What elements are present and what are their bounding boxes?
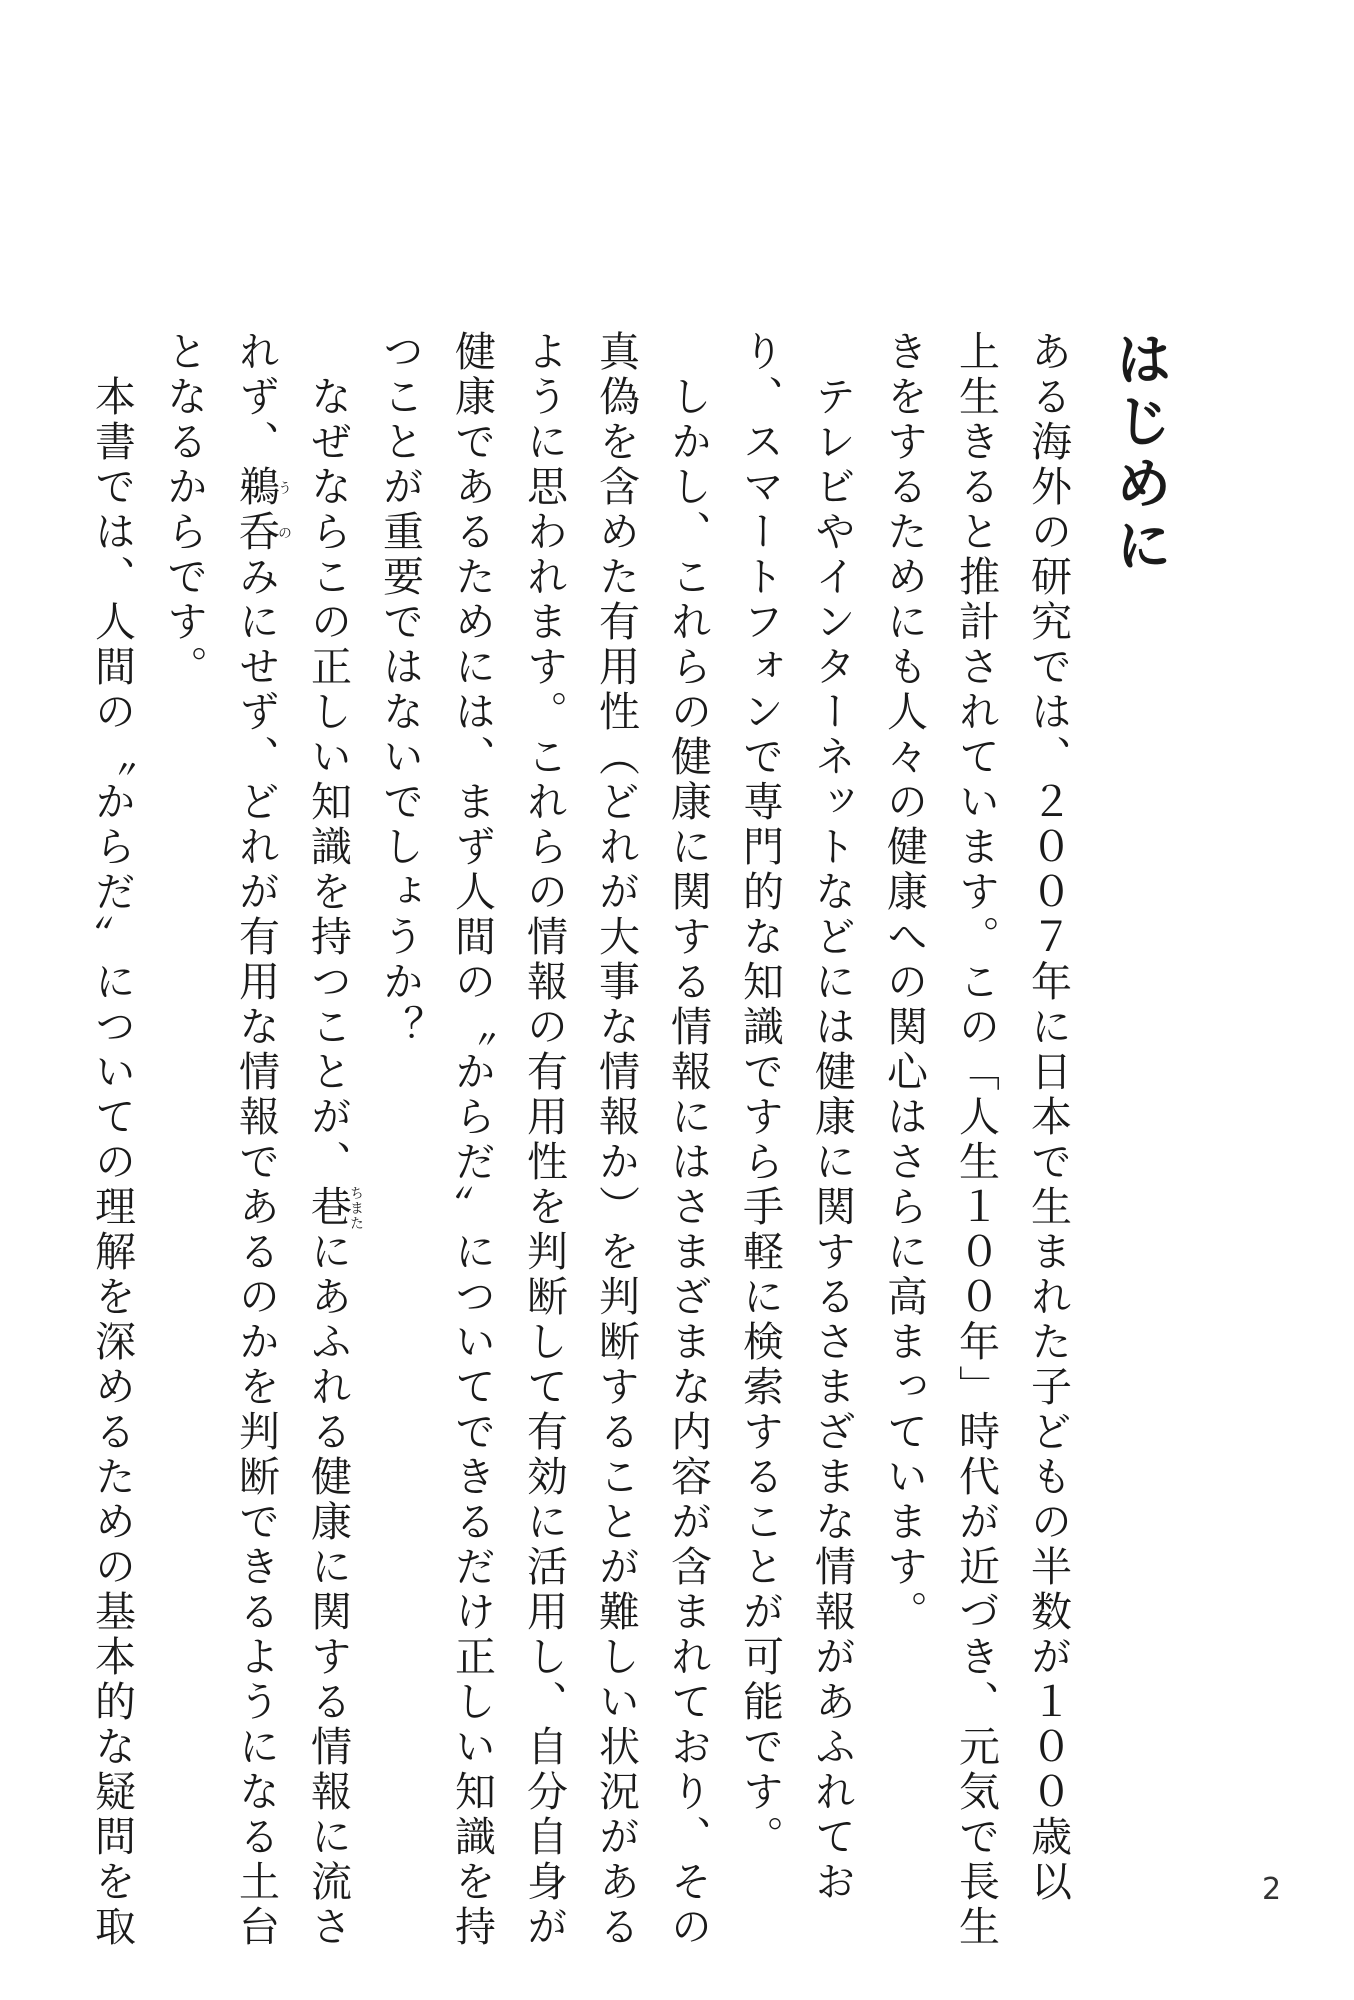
text-line-11-after: にあふれる健康に関する情報に流さ: [304, 1230, 352, 1950]
ruby-chimata: [304, 1185, 364, 1230]
text-line-11-before: なぜならこの正しい知識を持つことが、: [304, 330, 352, 1185]
text-line-9: 健康であるためには、まず人間の〝からだ〟についてできるだけ正しい知識を持: [448, 330, 496, 1950]
text-line-11: [292, 330, 364, 1950]
text-line-8: ように思われます。これらの情報の有用性を判断して有効に活用し、自分自身が: [520, 330, 568, 1950]
ruby-base-chimata: 巷: [304, 1185, 352, 1230]
text-line-10: つことが重要ではないでしょうか？: [376, 330, 424, 1050]
text-line-13: となるからです。: [160, 330, 208, 690]
text-line-12-after: みにせず、どれが有用な情報であるのかを判断できるようになる土台: [232, 555, 280, 1950]
text-line-6: しかし、これらの健康に関する情報にはさまざまな内容が含まれており、その: [664, 330, 712, 1950]
text-line-12-before: れず、: [232, 330, 280, 465]
text-line-5: り、スマートフォンで専門的な知識ですら手軽に検索することが可能です。: [736, 330, 784, 1860]
ruby-no: [232, 510, 292, 555]
ruby-text-no: の: [276, 510, 292, 555]
text-line-14: 本書では、人間の〝からだ〟についての理解を深めるための基本的な疑問を取: [88, 330, 136, 1950]
text-line-2: 上生きると推計されています。この「人生１００年」時代が近づき、元気で長生: [952, 330, 1000, 1950]
ruby-u: [232, 465, 292, 510]
text-line-4: テレビやインターネットなどには健康に関するさまざまな情報があふれてお: [808, 330, 856, 1905]
text-line-12: [220, 330, 292, 1950]
ruby-text-u: う: [276, 465, 292, 510]
ruby-base-no: 呑: [232, 510, 280, 555]
chapter-heading: はじめに: [1107, 330, 1172, 578]
ruby-text-chimata: ちまた: [348, 1185, 364, 1230]
text-line-7: 真偽を含めた有用性（どれが大事な情報か）を判断することが難しい状況がある: [592, 330, 640, 1950]
page-number: 2: [1262, 1872, 1282, 1907]
vertical-text-block: [76, 330, 1194, 1950]
text-line-1: ある海外の研究では、２００７年に日本で生まれた子どもの半数が１００歳以: [1024, 330, 1072, 1905]
text-line-3: きをするためにも人々の健康への関心はさらに高まっています。: [880, 330, 928, 1635]
ruby-base-u: 鵜: [232, 465, 280, 510]
